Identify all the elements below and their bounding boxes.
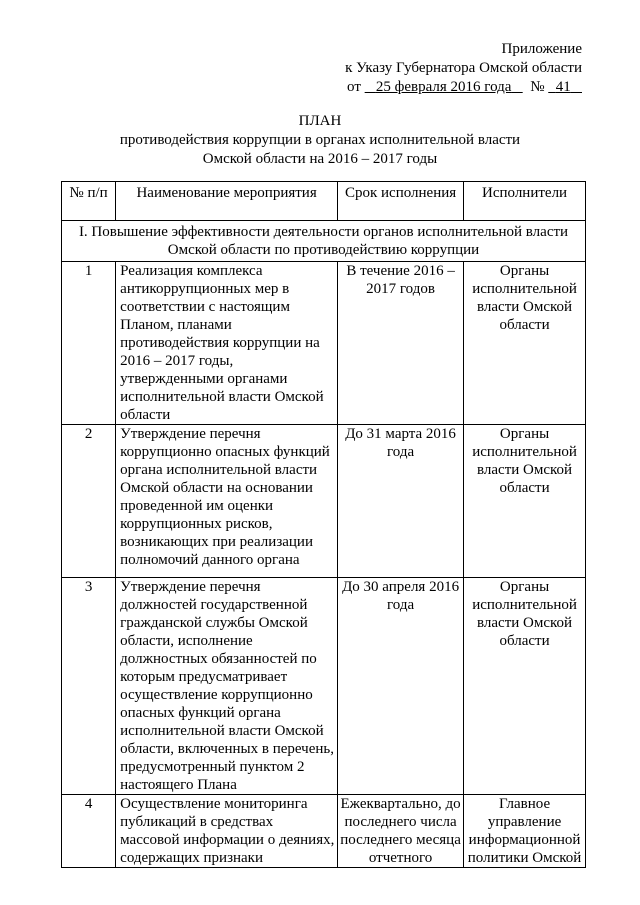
section-title: I. Повышение эффективности деятельности органов исполнительной власти Омской области по противодействию коррупции <box>62 221 586 262</box>
row-term: До 31 марта 2016 года <box>338 425 464 578</box>
header-name: Наименование мероприятия <box>116 182 338 221</box>
appendix-date-number <box>345 78 582 97</box>
row-term: До 30 апреля 2016 года <box>338 578 464 795</box>
table-row <box>62 262 586 425</box>
plan-subtitle-1: противодействия коррупции в органах исполнительной власти <box>119 132 521 148</box>
table-row <box>62 578 586 795</box>
table-row <box>62 795 586 868</box>
header-term: Срок исполнения <box>338 182 464 221</box>
appendix-header <box>345 40 582 97</box>
row-executor: Органы исполнительной власти Омской области <box>464 578 586 795</box>
appendix-title: Приложение <box>501 41 582 57</box>
row-name: Осуществление мониторинга публикаций в средствах массовой информации о деяниях, содержащих признаки <box>116 795 338 868</box>
decree-date: 25 февраля 2016 года <box>375 79 512 95</box>
header-num: № п/п <box>62 182 116 221</box>
row-name: Утверждение перечня должностей государственной гражданской службы Омской области, исполнение должностных обязанностей по которым предусматривает осуществление коррупционно опасных функций органа исполнительной власти Омской области, включенных в перечень, предусмотренный пунктом 2 настоящего Плана <box>116 578 338 795</box>
header-executor: Исполнители <box>464 182 586 221</box>
table-row <box>62 425 586 578</box>
plan-table <box>61 181 586 868</box>
plan-title: ПЛАН <box>298 113 342 129</box>
row-name: Утверждение перечня коррупционно опасных функций органа исполнительной власти Омской области на основании проведенной им оценки коррупционных рисков, возникающих при реализации полномочий данного органа <box>116 425 338 578</box>
appendix-decree-ref: к Указу Губернатора Омской области <box>345 60 582 76</box>
table-header-row <box>62 182 586 221</box>
row-name: Реализация комплекса антикоррупционных мер в соответствии с настоящим Планом, планами противодействия коррупции на 2016 – 2017 годы, утвержденными органами исполнительной власти Омской области <box>116 262 338 425</box>
from-label: от <box>347 79 361 95</box>
plan-subtitle-2: Омской области на 2016 – 2017 годы <box>202 151 438 167</box>
row-executor: Органы исполнительной власти Омской области <box>464 262 586 425</box>
section-row <box>62 221 586 262</box>
row-term: Ежеквартально, до последнего числа последнего месяца отчетного <box>338 795 464 868</box>
row-num: 4 <box>62 795 116 868</box>
number-label: № <box>530 79 545 95</box>
decree-number: 41 <box>555 79 571 95</box>
row-executor: Органы исполнительной власти Омской области <box>464 425 586 578</box>
row-num: 2 <box>62 425 116 578</box>
row-term: В течение 2016 – 2017 годов <box>338 262 464 425</box>
row-num: 1 <box>62 262 116 425</box>
row-executor: Главное управление информационной политики Омской <box>464 795 586 868</box>
plan-title-block <box>0 112 640 169</box>
row-num: 3 <box>62 578 116 795</box>
